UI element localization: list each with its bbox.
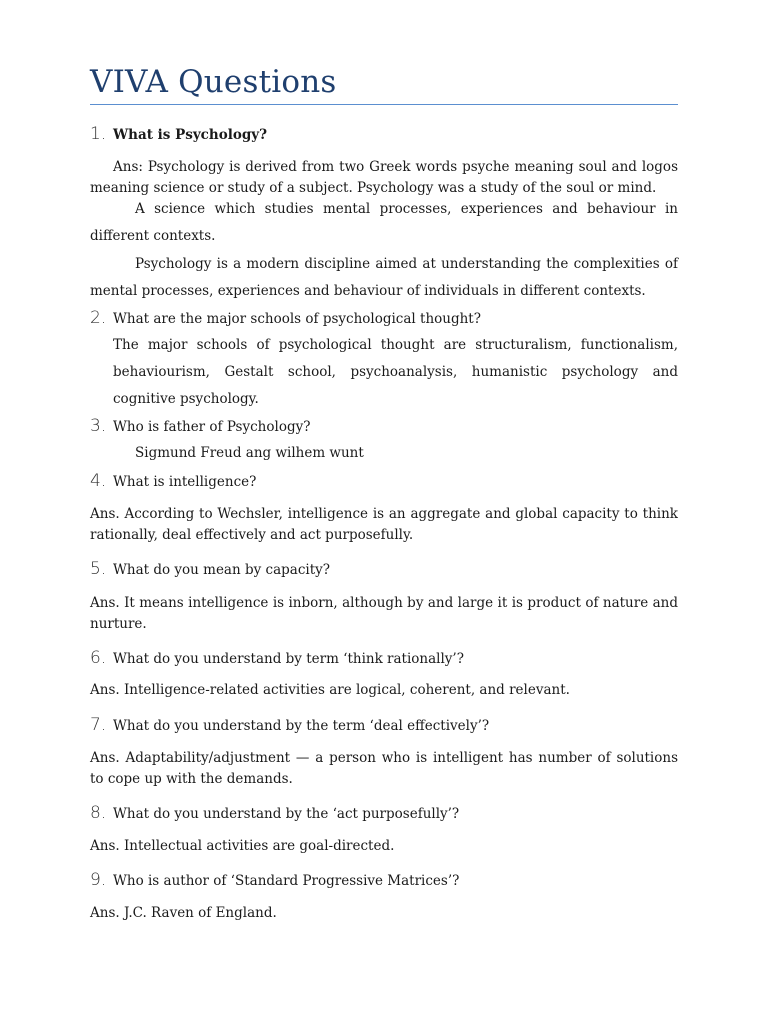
answer-6: Ans. Intelligence-related activities are logical, coherent, and relevant.	[90, 682, 570, 698]
answer-5: Ans. It means intelligence is inborn, although by and large it is product of nature and nurture.	[90, 595, 678, 632]
question-number: 4.	[90, 471, 107, 491]
question-text: Who is author of ‘Standard Progressive Matrices’?	[113, 873, 460, 889]
question-text: Who is father of Psychology?	[113, 419, 311, 435]
question-9	[90, 870, 678, 890]
question-text: What do you mean by capacity?	[113, 562, 330, 578]
page-title: VIVA Questions	[90, 64, 337, 100]
question-text: What are the major schools of psychological thought?	[113, 311, 481, 327]
question-2	[90, 308, 678, 328]
question-number: 1.	[90, 124, 107, 144]
question-3	[90, 416, 678, 436]
question-5	[90, 559, 678, 579]
question-text: What do you understand by term ‘think rationally’?	[113, 651, 464, 667]
question-6	[90, 648, 678, 668]
answer-1c: Psychology is a modern discipline aimed at understanding the complexities of mental processes, experiences and behaviour of individuals in different contexts.	[90, 256, 678, 299]
question-number: 9.	[90, 870, 107, 890]
question-1	[90, 124, 678, 144]
question-text: What is Psychology?	[113, 127, 268, 143]
question-number: 8.	[90, 803, 107, 823]
question-text: What is intelligence?	[113, 474, 257, 490]
answer-8: Ans. Intellectual activities are goal-directed.	[90, 838, 395, 854]
question-4	[90, 471, 678, 491]
question-number: 2.	[90, 308, 107, 328]
answer-4: Ans. According to Wechsler, intelligence is an aggregate and global capacity to think rationally, deal effectively and act purposefully.	[90, 506, 678, 543]
answer-3: Sigmund Freud ang wilhem wunt	[135, 445, 364, 461]
question-number: 5.	[90, 559, 107, 579]
answer-2: The major schools of psychological thought are structuralism, functionalism, behaviourism, Gestalt school, psychoanalysis, humanistic psychology and cognitive psychology.	[113, 337, 678, 407]
question-number: 3.	[90, 416, 107, 436]
question-text: What do you understand by the term ‘deal effectively’?	[113, 718, 490, 734]
answer-9: Ans. J.C. Raven of England.	[90, 905, 277, 921]
title-underline	[90, 104, 678, 105]
question-7	[90, 715, 678, 735]
question-number: 7.	[90, 715, 107, 735]
question-text: What do you understand by the ‘act purposefully’?	[113, 806, 460, 822]
question-8	[90, 803, 678, 823]
answer-1b: A science which studies mental processes, experiences and behaviour in different contexts.	[90, 201, 678, 244]
question-number: 6.	[90, 648, 107, 668]
answer-1a: Ans: Psychology is derived from two Greek words psyche meaning soul and logos meaning science or study of a subject. Psychology was a study of the soul or mind.	[90, 159, 678, 196]
answer-7: Ans. Adaptability/adjustment — a person who is intelligent has number of solutions to cope up with the demands.	[90, 750, 678, 787]
